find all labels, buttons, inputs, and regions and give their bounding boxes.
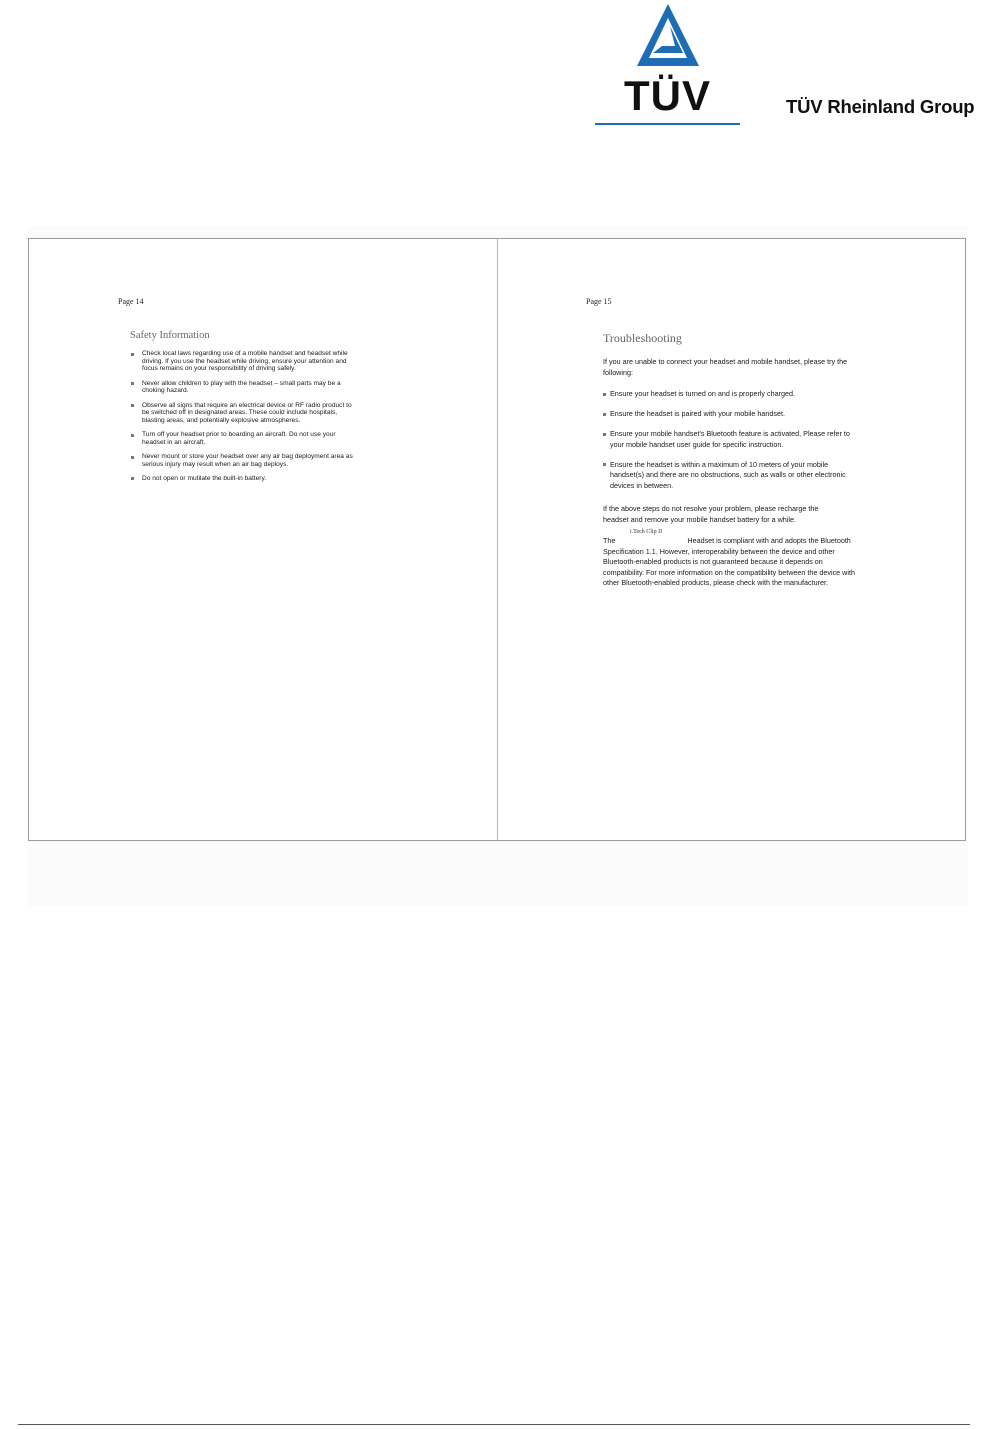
section-title: Troubleshooting (603, 331, 682, 345)
compliance-prefix: The (603, 536, 616, 545)
document-spread (28, 238, 966, 841)
compliance-paragraph (603, 536, 865, 589)
safety-list (130, 350, 360, 489)
triangle-logo-icon (635, 2, 701, 68)
page-number: Page 14 (118, 297, 144, 306)
list-item: Ensure the headset is within a maximum of 10 meters of your mobile handset(s) and there are no obstructions, such as walls or other electronic devices in between. (603, 460, 858, 492)
list-item: Never allow children to play with the headset – small parts may be a choking hazard. (130, 380, 360, 395)
followup-paragraph: If the above steps do not resolve your problem, please recharge the headset and remove your mobile handset battery for a while. (603, 504, 819, 524)
tuv-logo (595, 0, 740, 128)
list-item: Ensure your mobile handset's Bluetooth feature is activated, Please refer to your mobile handset user guide for specific instruction. (603, 429, 858, 450)
logo-wordmark: TÜV (624, 72, 711, 119)
logo-underline (595, 123, 740, 125)
intro-paragraph: If you are unable to connect your headset and mobile handset, please try the following: (603, 357, 848, 377)
troubleshooting-list (603, 389, 858, 501)
group-name: TÜV Rheinland Group (786, 96, 975, 117)
list-item: Do not open or mutilate the built-in battery. (130, 475, 360, 483)
list-item: Never mount or store your headset over any air bag deployment area as serious injury may result when an air bag deploys. (130, 453, 360, 468)
page-number: Page 15 (586, 297, 612, 306)
list-item: Ensure your headset is turned on and is properly charged. (603, 389, 858, 400)
list-item: Check local laws regarding use of a mobile handset and headset while driving. If you use the headset while driving, ensure your attention and focus remains on your responsibility of driving safely. (130, 350, 360, 373)
footer-divider (18, 1424, 970, 1425)
compliance-text: Headset is compliant with and adopts the Bluetooth Specification 1.1. However, interoperability between the device and other Bluetooth-enabled products is not guaranteed because it depends on compatibility. For more information on the compatibility between the device with other Bluetooth-enabled products, please check with the manufacturer. (603, 536, 855, 588)
list-item: Turn off your headset prior to boarding an aircraft. Do not use your headset in an aircraft. (130, 431, 360, 446)
list-item: Observe all signs that require an electrical device or RF radio product to be switched off in designated areas. These could include hospitals, blasting areas, and potentially explosive atmospheres. (130, 402, 360, 425)
product-name: i.Tech Clip II (630, 529, 663, 535)
list-item: Ensure the headset is paired with your mobile handset. (603, 409, 858, 420)
page-15 (498, 239, 965, 840)
section-title: Safety Information (130, 330, 210, 341)
page-14 (29, 239, 498, 840)
